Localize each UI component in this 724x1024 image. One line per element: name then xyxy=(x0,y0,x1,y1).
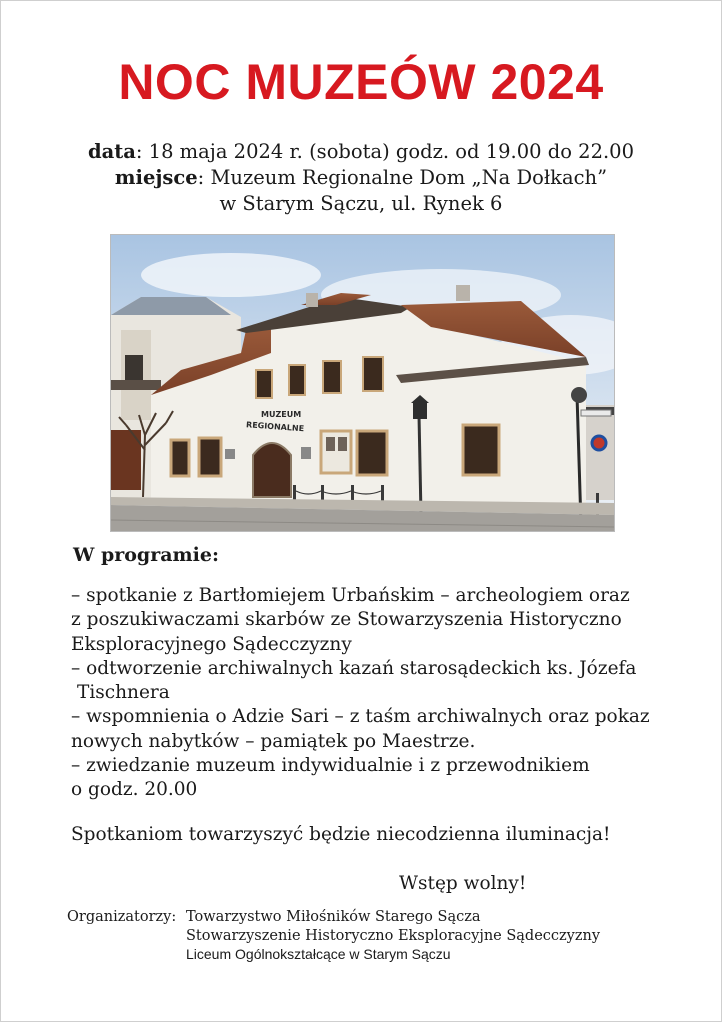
organizer-item: Liceum Ogólnokształcące w Starym Sączu xyxy=(186,946,451,962)
organizer-item: Towarzystwo Miłośników Starego Sącza xyxy=(186,909,481,925)
museum-sign-line1: MUZEUM xyxy=(261,410,302,419)
program-line: nowych nabytków – pamiątek po Maestrze. xyxy=(71,730,476,752)
museum-sign-line2: REGIONALNE xyxy=(245,420,305,434)
program-line: o godz. 20.00 xyxy=(71,779,198,801)
organizer-item: Stowarzyszenie Historyczno Eksploracyjne Sądecczyzny xyxy=(186,927,601,944)
program-line: – zwiedzanie muzeum indywidualnie i z przewodnikiem xyxy=(71,755,590,777)
date-value: : 18 maja 2024 r. (sobota) godz. od 19.00 do 22.00 xyxy=(135,140,634,163)
poster-title: NOC MUZEÓW 2024 xyxy=(118,54,604,110)
program-heading: W programie: xyxy=(73,544,219,566)
free-entry-note: Wstęp wolny! xyxy=(399,873,527,894)
organizers-label: Organizatorzy: xyxy=(67,909,177,925)
program-line: – spotkanie z Bartłomiejem Urbańskim – archeologiem oraz xyxy=(71,585,630,606)
organizers-list xyxy=(186,908,600,964)
closing-note: Spotkaniom towarzyszyć będzie niecodzienna iluminacja! xyxy=(71,824,611,845)
program-list xyxy=(71,584,691,803)
event-details xyxy=(1,139,721,217)
museum-photo xyxy=(110,234,615,532)
place-address: w Starym Sączu, ul. Rynek 6 xyxy=(219,192,503,215)
program-line: Eksploracyjnego Sądecczyzny xyxy=(71,633,352,655)
date-label: data xyxy=(87,140,136,163)
place-line xyxy=(1,165,721,191)
program-line: Tischnera xyxy=(77,682,170,704)
program-line: – wspomnienia o Adzie Sari – z taśm archiwalnych oraz pokaz xyxy=(71,706,650,728)
program-line: z poszukiwaczami skarbów ze Stowarzyszenia Historyczno xyxy=(71,609,622,631)
program-line: – odtworzenie archiwalnych kazań starosądeckich ks. Józefa xyxy=(71,657,637,679)
place-label: miejsce xyxy=(114,166,198,189)
place-value: : Muzeum Regionalne Dom „Na Dołkach” xyxy=(197,166,608,189)
date-line xyxy=(1,139,721,165)
